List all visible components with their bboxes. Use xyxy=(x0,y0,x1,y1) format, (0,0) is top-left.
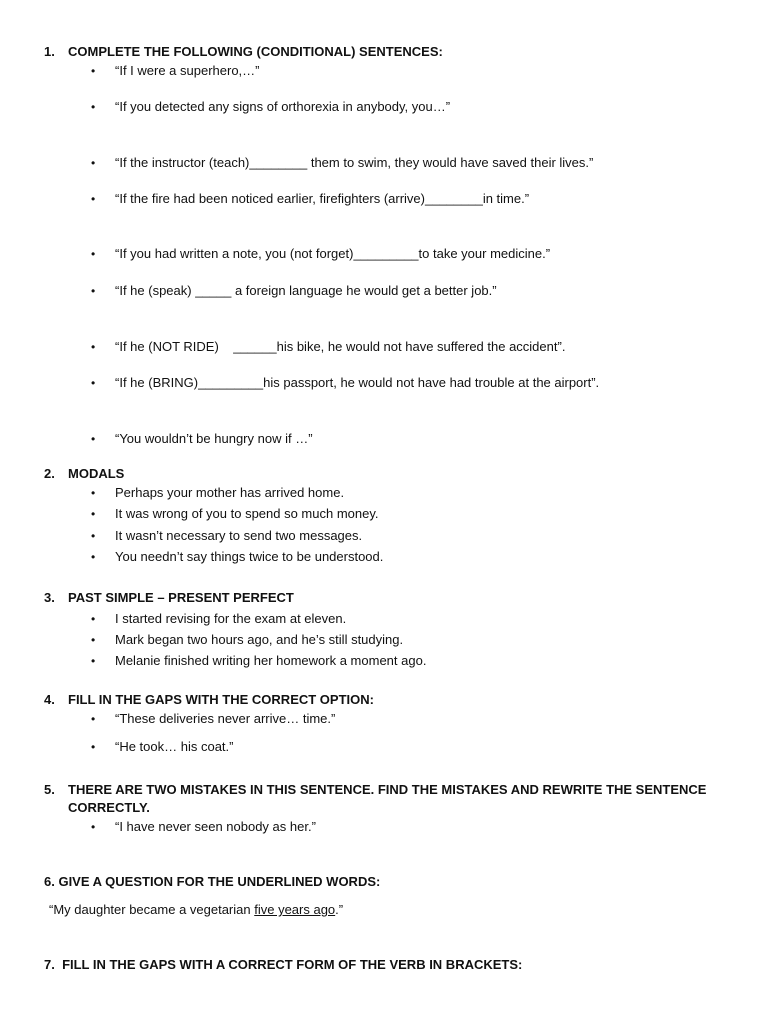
list-item: Melanie finished writing her homework a moment ago. xyxy=(115,653,427,668)
bullet: • xyxy=(91,247,96,261)
section-3-title: PAST SIMPLE – PRESENT PERFECT xyxy=(68,590,294,605)
list-item: “I have never seen nobody as her.” xyxy=(115,819,316,834)
section-2-number: 2. xyxy=(44,466,55,481)
bullet: • xyxy=(91,654,96,668)
bullet: • xyxy=(91,156,96,170)
bullet: • xyxy=(91,740,96,754)
section-4-title: FILL IN THE GAPS WITH THE CORRECT OPTION: xyxy=(68,692,374,707)
bullet: • xyxy=(91,712,96,726)
list-item: “If he (NOT RIDE) ______his bike, he would not have suffered the accident”. xyxy=(115,339,566,354)
bullet: • xyxy=(91,529,96,543)
list-item: It wasn’t necessary to send two messages. xyxy=(115,528,363,543)
bullet: • xyxy=(91,633,96,647)
bullet: • xyxy=(91,612,96,626)
list-item: “These deliveries never arrive… time.” xyxy=(115,711,336,726)
section-6-title: 6. GIVE A QUESTION FOR THE UNDERLINED WORDS: xyxy=(44,874,381,889)
list-item: It was wrong of you to spend so much money. xyxy=(115,506,379,521)
section-4-number: 4. xyxy=(44,692,55,707)
bullet: • xyxy=(91,820,96,834)
bullet: • xyxy=(91,64,96,78)
section-1-number: 1. xyxy=(44,44,55,59)
section-1-title: COMPLETE THE FOLLOWING (CONDITIONAL) SENTENCES: xyxy=(68,44,443,59)
list-item: “If the instructor (teach)________ them to swim, they would have saved their lives.” xyxy=(115,155,594,170)
list-item: “If the fire had been noticed earlier, firefighters (arrive)________in time.” xyxy=(115,191,530,206)
section-3-number: 3. xyxy=(44,590,55,605)
bullet: • xyxy=(91,284,96,298)
bullet: • xyxy=(91,507,96,521)
bullet: • xyxy=(91,340,96,354)
bullet: • xyxy=(91,376,96,390)
list-item: “If you had written a note, you (not forget)_________to take your medicine.” xyxy=(115,246,551,261)
underlined-words: five years ago xyxy=(254,902,336,917)
list-item: “He took… his coat.” xyxy=(115,739,234,754)
section-5-number: 5. xyxy=(44,782,55,797)
section-2-title: MODALS xyxy=(68,466,125,481)
section-7-title: 7. FILL IN THE GAPS WITH A CORRECT FORM OF THE VERB IN BRACKETS: xyxy=(44,957,523,972)
bullet: • xyxy=(91,550,96,564)
list-item: You needn’t say things twice to be understood. xyxy=(115,549,384,564)
sentence-end: .” xyxy=(335,902,344,917)
list-item: Perhaps your mother has arrived home. xyxy=(115,485,345,500)
list-item: “If he (speak) _____ a foreign language he would get a better job.” xyxy=(115,283,497,298)
list-item: I started revising for the exam at eleven. xyxy=(115,611,347,626)
section-5-title-line2: CORRECTLY. xyxy=(68,800,150,815)
bullet: • xyxy=(91,486,96,500)
sentence-text: “My daughter became a vegetarian xyxy=(49,902,255,917)
bullet: • xyxy=(91,100,96,114)
list-item: “If I were a superhero,…” xyxy=(115,63,260,78)
section-5-title-line1: THERE ARE TWO MISTAKES IN THIS SENTENCE. FIND THE MISTAKES AND REWRITE THE SENTENCE xyxy=(68,782,707,797)
bullet: • xyxy=(91,192,96,206)
bullet: • xyxy=(91,432,96,446)
list-item: “If he (BRING)_________his passport, he would not have had trouble at the airport”. xyxy=(115,375,600,390)
list-item: “You wouldn’t be hungry now if …” xyxy=(115,431,313,446)
list-item: “If you detected any signs of orthorexia in anybody, you…” xyxy=(115,99,451,114)
section-6-sentence xyxy=(49,902,343,918)
list-item: Mark began two hours ago, and he’s still studying. xyxy=(115,632,404,647)
